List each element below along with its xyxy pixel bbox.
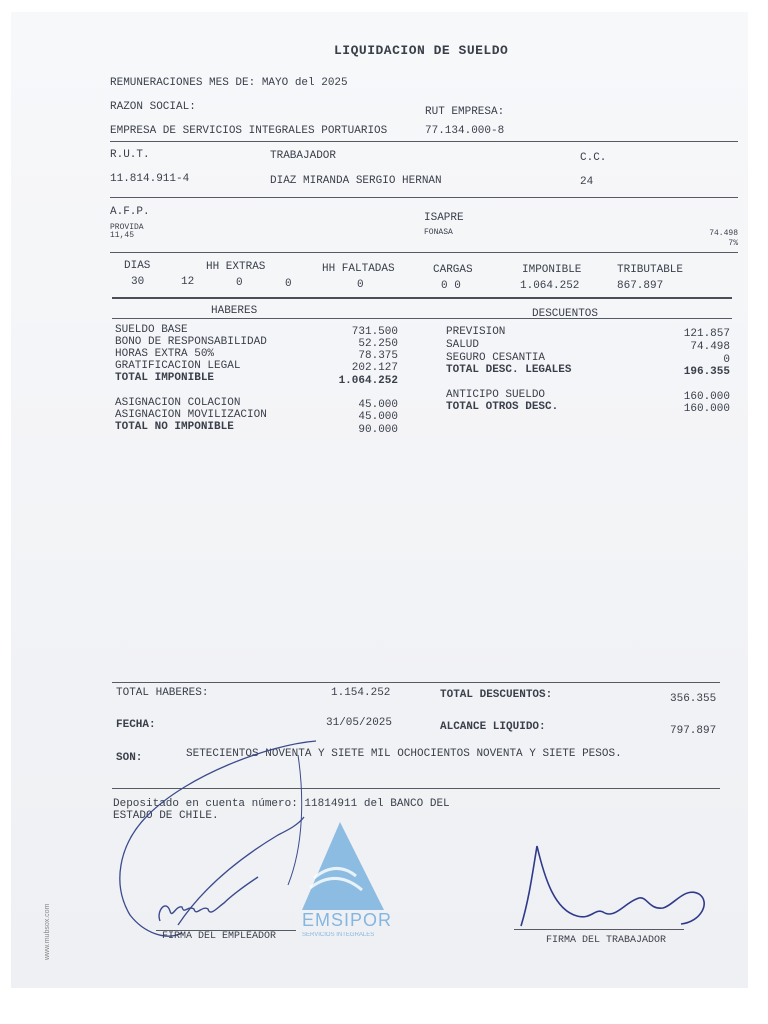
haber-value: 45.000: [358, 411, 398, 423]
summary-hh-extras-1: 12: [181, 276, 195, 288]
summary-tributable: 867.897: [617, 280, 664, 292]
trabajador-value: DIAZ MIRANDA SERGIO HERNAN: [270, 175, 442, 187]
isapre-name: FONASA: [424, 228, 453, 237]
total-desc-legales-value: 196.355: [683, 366, 730, 378]
afp-name: PROVIDA: [110, 223, 144, 232]
summary-header-imponible: IMPONIBLE: [522, 264, 582, 276]
descuento-value: 160.000: [683, 391, 730, 403]
total-imponible-label: TOTAL IMPONIBLE: [115, 372, 215, 384]
descuento-label: SALUD: [446, 339, 480, 351]
afp-rate: 11,45: [110, 231, 135, 240]
total-desc-legales-label: TOTAL DESC. LEGALES: [446, 364, 572, 376]
haber-value: 731.500: [351, 326, 398, 338]
summary-cargas: 0 0: [441, 280, 461, 292]
worker-signature: [515, 840, 715, 940]
summary-hh-faltadas: 0: [357, 279, 364, 291]
total-descuentos-label: TOTAL DESCUENTOS:: [440, 689, 553, 701]
divider: [112, 682, 720, 683]
side-watermark: www.mubsox.com: [44, 903, 51, 960]
son-value: SETECIENTOS NOVENTA Y SIETE MIL OCHOCIENTOS NOVENTA Y SIETE PESOS.: [186, 748, 622, 760]
rut-label: R.U.T.: [110, 149, 150, 161]
total-no-imponible-label: TOTAL NO IMPONIBLE: [115, 421, 234, 433]
trabajador-label: TRABAJADOR: [270, 150, 337, 162]
haber-label: BONO DE RESPONSABILIDAD: [115, 336, 267, 348]
afp-label: A.F.P.: [110, 206, 150, 218]
descuento-value: 0: [723, 354, 730, 366]
haber-label: SUELDO BASE: [115, 324, 188, 336]
haber-value: 202.127: [351, 362, 398, 374]
son-label: SON:: [116, 752, 143, 764]
alcance-liquido-label: ALCANCE LIQUIDO:: [440, 721, 546, 733]
summary-hh-extras-3: 0: [285, 278, 292, 290]
firma-empleador-label: FIRMA DEL EMPLEADOR: [162, 931, 277, 942]
deposit-line-2: ESTADO DE CHILE.: [113, 810, 219, 822]
fecha-value: 31/05/2025: [326, 717, 393, 729]
alcance-liquido-value: 797.897: [670, 725, 717, 737]
haber-value: 45.000: [358, 399, 398, 411]
cc-value: 24: [580, 176, 594, 188]
total-haberes-value: 1.154.252: [331, 687, 391, 699]
descuento-value: 121.857: [683, 328, 730, 340]
haber-value: 52.250: [358, 338, 398, 350]
firma-trabajador-label: FIRMA DEL TRABAJADOR: [546, 935, 667, 946]
total-otros-desc-value: 160.000: [683, 403, 730, 415]
fecha-label: FECHA:: [116, 719, 156, 731]
summary-dias: 30: [131, 276, 145, 288]
summary-header-hh-faltadas: HH FALTADAS: [322, 263, 395, 275]
summary-imponible: 1.064.252: [520, 280, 580, 292]
divider: [112, 318, 732, 319]
haber-label: GRATIFICACION LEGAL: [115, 360, 241, 372]
summary-header-dias: DIAS: [124, 260, 151, 272]
rut-value: 11.814.911-4: [110, 173, 190, 185]
isapre-rate: 7%: [728, 239, 738, 248]
total-otros-desc-label: TOTAL OTROS DESC.: [446, 401, 559, 413]
summary-header-hh-extras: HH EXTRAS: [206, 261, 266, 273]
stamp-brand: EMSIPOR: [302, 910, 393, 930]
isapre-amount: 74.498: [709, 229, 738, 238]
haber-label: HORAS EXTRA 50%: [115, 348, 215, 360]
cc-label: C.C.: [580, 152, 607, 164]
stamp-sub: SERVICIOS INTEGRALES: [302, 932, 375, 938]
rut-empresa-label: RUT EMPRESA:: [425, 106, 505, 118]
haberes-header: HABERES: [211, 305, 258, 317]
document-title: LIQUIDACION DE SUELDO: [334, 43, 509, 58]
haber-value: 78.375: [358, 350, 398, 362]
deposit-line-1: Depositado en cuenta número: 11814911 del BANCO DEL: [113, 798, 450, 810]
haber-label: ASIGNACION COLACION: [115, 397, 241, 409]
descuento-value: 74.498: [690, 341, 730, 353]
remuneraciones-month: REMUNERACIONES MES DE: MAYO del 2025: [110, 77, 348, 89]
rut-empresa-value: 77.134.000-8: [425, 125, 505, 137]
total-imponible-value: 1.064.252: [338, 375, 398, 387]
divider: [110, 252, 738, 253]
razon-social-value: EMPRESA DE SERVICIOS INTEGRALES PORTUARIOS: [110, 125, 388, 137]
total-no-imponible-value: 90.000: [358, 424, 398, 436]
descuento-label: SEGURO CESANTIA: [446, 352, 546, 364]
divider: [110, 141, 738, 142]
divider: [110, 197, 738, 198]
summary-header-cargas: CARGAS: [433, 264, 473, 276]
descuentos-header: DESCUENTOS: [532, 308, 599, 320]
summary-header-tributable: TRIBUTABLE: [617, 264, 684, 276]
haber-label: ASIGNACION MOVILIZACION: [115, 409, 267, 421]
worker-signature-line: [514, 929, 684, 930]
total-haberes-label: TOTAL HABERES:: [116, 687, 209, 699]
total-descuentos-value: 356.355: [670, 693, 717, 705]
isapre-label: ISAPRE: [424, 212, 464, 224]
divider: [112, 297, 732, 299]
descuento-label: ANTICIPO SUELDO: [446, 389, 546, 401]
descuento-label: PREVISION: [446, 326, 506, 338]
employer-signature: [108, 735, 338, 945]
razon-social-label: RAZON SOCIAL:: [110, 101, 196, 113]
summary-hh-extras-2: 0: [236, 277, 243, 289]
